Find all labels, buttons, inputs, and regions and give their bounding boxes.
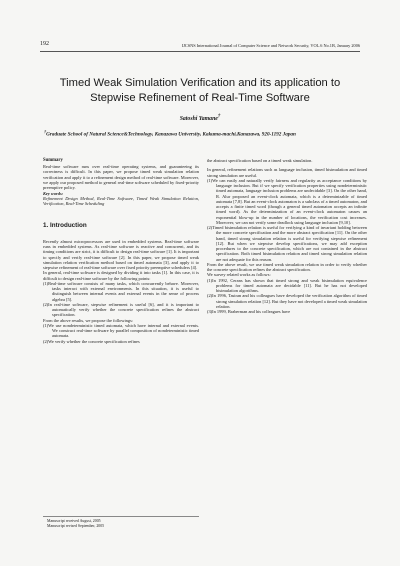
- manuscript-received: Manuscript received August, 2005: [47, 519, 101, 523]
- intro-paragraph-2: In general, real-time software is designed by dividing it into tasks [1]. In this case, it is difficult to design real-time software by the following points:: [43, 270, 199, 281]
- list-item: (2)We verify whether the concrete specification refines: [43, 338, 140, 344]
- affiliation-mark: †: [44, 129, 47, 134]
- left-column: [43, 158, 199, 344]
- list-item: (1)Real-time software consists of many tasks, which concurrently behave. Moreover, tasks interact with external environments. In this situation, it is useful to distinguish between internal events and external events in the sense of process algebra [5].: [43, 280, 199, 302]
- keywords-text: Refinement Design Method, Real-Time Software, Timed Weak Simulation Relation, Verification, Real-Time Scheduling: [43, 196, 199, 207]
- keywords-heading: Key words:: [43, 190, 64, 196]
- affiliation: [44, 128, 358, 139]
- author-mark: †: [217, 114, 221, 119]
- affiliation-text: Graduate School of Natural Science&Technology, Kanazawa University, Kakuma-machi,Kanazawa, 920-1192 Japan: [46, 131, 296, 138]
- list-item: (2)In real-time software, stepwise refinement is useful [6], and it is important to automatically verify whether the concrete specification refines the abstract specification.: [43, 301, 199, 318]
- manuscript-notes: [43, 516, 199, 529]
- right-paragraph-2: From the above result, we use timed weak simulation relation in order to verify whether the concrete specification refines the abstract specification.: [207, 261, 367, 272]
- summary-heading: Summary: [43, 158, 63, 163]
- list-item: (1)We can easily and naturally verify fairness and regularity as acceptance conditions by language inclusion. But if we specify verification properties using nondeterministic timed automata, language inclusion problems are undecidable [3]. On the other hand, R. Alur proposed an event-clock automata, which is a determinizable of timed automata [7,8]. But an event-clock automaton is a subclass of a timed automaton, and accepts a finite timed word (though a general timed automaton accepts an infinite timed word). As the determinization of an event-clock automaton causes an exponential blow-up in the number of locations, the verification cost increases. Moreover, we can not verify some deadlock using language inclusion [9,10].: [207, 177, 367, 225]
- list-item: (2)Timed bisimulation relation is useful for verifying a kind of invariant holding between the more concrete specification and the more abstract specification [11]. On the other hand, timed strong simulation relation is useful for verifying stepwise refinement [12]. But when we stepwise develop specifications, we may add exception procedures to the concrete specification, which are not contained in the abstract specification. Both timed bisimulation relation and timed strong simulation relation are not adequate for this reason.: [207, 225, 367, 262]
- journal-name: IJCSNS International Journal of Computer Science and Network Security, VOL.6 No.1B, January 2006: [181, 43, 360, 48]
- list-item: (1)We use nondeterministic timed automata, which have internal and external events. We construct real-time software by parallel composition of nondeterministic timed automata.: [43, 322, 199, 339]
- running-header: [40, 40, 360, 52]
- intro-paragraph-1: Recently almost microprocessors are used in embedded systems. Real-time software runs in embedded systems. As real-time software is reactive and concurrent, and its timing conditions are strict, it is difficult to design real-time software [1]. It is important to specify and verify real-time software [2]. In this paper, we propose timed weak simulation relation verification method based on timed automata [3], and apply it to stepwise refinement of real-time software over fixed priority preemptive schedulers [4].: [43, 238, 199, 270]
- intro-paragraph-3: From the above results, we propose the followings:: [43, 317, 133, 323]
- right-column: [207, 158, 367, 314]
- list-item: (2)In 1996, Tasiran and his colleagues have developed the verification algorithm of timed strong simulation relation [12]. But they have not developed a timed weak simulation relation.: [207, 293, 367, 309]
- right-paragraph-3: We survey related works as follows:: [207, 272, 271, 278]
- summary-text: Real-time software runs over real-time operating systems, and guaranteeing its correctness is difficult. In this paper, we propose timed weak simulation relation verification and apply it to a refinement design method of real-time software. Moreover, we apply our proposed method to general real-time software scheduled by fixed-priority preemptive policy.: [43, 164, 199, 190]
- paper-title: [40, 76, 360, 106]
- list-item: (3)In 1999, Braberman and his colleagues have: [207, 309, 291, 314]
- list-item: (1)In 1992, Cerans has shown that timed strong and weak bisimulation equivalence problems for timed automata are decidable [11]. But he has not developed bisimulation algorithms.: [207, 277, 367, 293]
- manuscript-revised: Manuscript revised September, 2005: [47, 524, 105, 529]
- author: [40, 114, 360, 122]
- section-heading: 1. Introduction: [43, 221, 87, 229]
- continued-text: the abstract specification based on a timed weak simulation.: [207, 158, 313, 163]
- right-paragraph-1: In general, refinement relations such as language inclusion, timed bisimulation and timed strong simulation are useful.: [207, 167, 367, 178]
- title-line-1: Timed Weak Simulation Verification and its application to: [59, 77, 341, 89]
- title-line-2: Stepwise Refinement of Real-Time Software: [90, 92, 310, 104]
- author-name: Satoshi Yamane: [179, 115, 218, 122]
- page-number: 192: [40, 41, 49, 47]
